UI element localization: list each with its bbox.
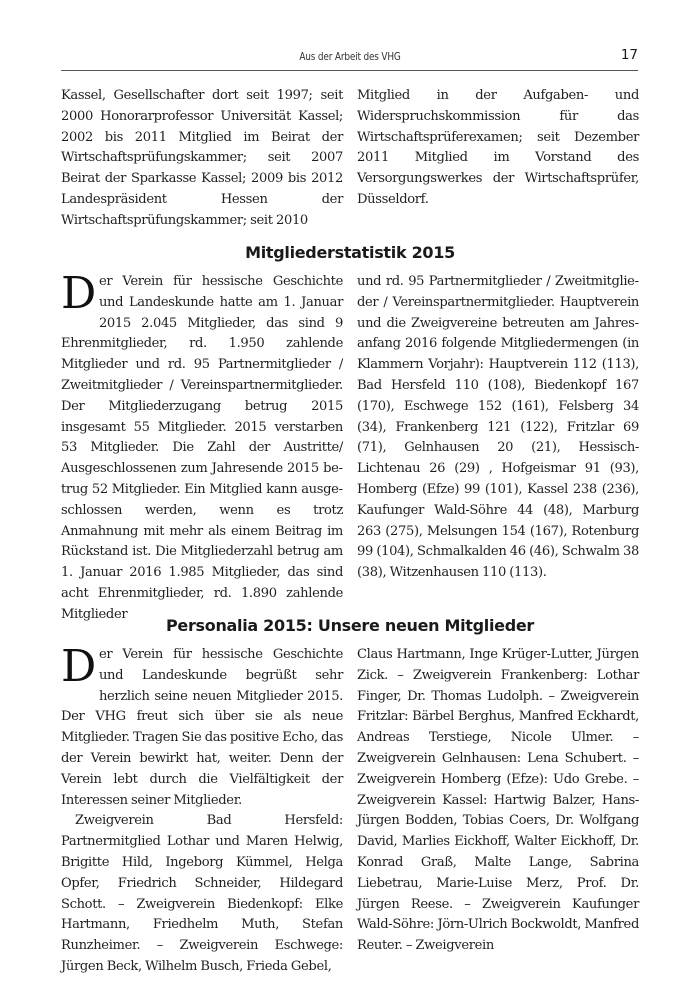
statistik-right-text: und rd. 95 Partnermitglieder / Zweitmitglieder / Vereinspartnermitglieder. Hauptverein und die Zweigvereine betreuten am Jahresanfang 2016 folgende Mitgliedermengen (in Klammern Vorjahr): Hauptverein 112 (113), Bad Hersfeld 110 (108), Biedenkopf 167 (170), Eschwege 152 (161), Felsberg 34 (34), Frankenberg 121 (122), Fritzlar 69 (71), Gelnhausen 20 (21), Hessisch-Lichtenau 26 (29) , Hofgeismar 91 (93), Homberg (Efze) 99 (101), Kassel 238 (236), Kaufunger Wald-Söhre 44 (48), Marburg 263 (275), Melsungen 154 (167), Rotenburg 99 (104), Schmalkalden 46 (46), Schwalm 38 (38), Witzenhausen 110 (113). (357, 274, 639, 581)
drop-cap: D (61, 268, 96, 319)
intro-right-column (357, 86, 639, 211)
running-title: Aus der Arbeit des VHG (299, 51, 401, 63)
intro-left-text: Kassel, Gesellschafter dort seit 1997; seit 2000 Honorarprofessor Universität Kassel; 2002 bis 2011 Mitglied im Beirat der Wirtschaftsprüfungskammer; seit 2007 Beirat der Sparkasse Kassel; 2009 bis 2012 Landespräsident Hessen der Wirtschaftsprüfungskammer; seit 2010 (61, 88, 343, 228)
drop-cap: D (61, 641, 96, 692)
statistik-right-column (357, 272, 639, 584)
personalia-left-column (61, 641, 343, 978)
statistik-left-column (61, 268, 343, 626)
statistik-left-text: er Verein für hessische Geschichte und Landeskunde hatte am 1. Januar 2015 2.045 Mitglieder, das sind 9 Ehrenmitglieder, rd. 1.950 zahlende Mitglieder und rd. 95 Partnermitglieder / Zweitmitglieder / Vereinspartnermitglieder. Der Mitgliederzugang betrug 2015 insgesamt 55 Mitglieder. 2015 verstarben 53 Mitglieder. Die Zahl der Austritte/ Ausgeschlossenen zum Jahresende 2015 betrug 52 Mitglieder. Ein Mitglied kann ausgeschlossen werden, wenn es trotz Anmahnung mit mehr als einem Beitrag im Rückstand ist. Die Mitgliederzahl betrug am 1. Januar 2016 1.985 Mitglieder, das sind acht Ehrenmitglieder, rd. 1.890 zahlende Mitglieder (61, 274, 343, 622)
section-heading-statistik: Mitgliederstatistik 2015 (245, 243, 455, 262)
personalia-members-text: Zweigverein Bad Hersfeld: Partnermitglied Lothar und Maren Helwig, Brigitte Hild, Ingeborg Kümmel, Helga Opfer, Friedrich Schneider, Hildegard Schott. – Zweigverein Biedenkopf: Elke Hartmann, Friedhelm Muth, Stefan Runzheimer. – Zweigverein Eschwege: Jürgen Beck, Wilhelm Busch, Frieda Gebel, (61, 813, 343, 974)
intro-left-column (61, 86, 343, 232)
section-heading-personalia: Personalia 2015: Unsere neuen Mitglieder (165, 616, 535, 635)
personalia-intro-text: er Verein für hessische Geschichte und Landeskunde begrüßt sehr herzlich seine neuen Mitglieder 2015. Der VHG freut sich über sie als neue Mitglieder. Tragen Sie das positive Echo, das der Verein bewirkt hat, weiter. Denn der Verein lebt durch die Vielfältigkeit der Interessen seiner Mitglieder. (61, 647, 343, 808)
header-divider (61, 70, 638, 71)
intro-right-text: Mitglied in der Aufgaben- und Widerspruchskommission für das Wirtschaftsprüferexamen; seit Dezember 2011 Mitglied im Vorstand des Versorgungswerkes der Wirtschaftsprüfer, Düsseldorf. (357, 88, 639, 207)
personalia-right-text: Claus Hartmann, Inge Krüger-Lutter, Jürgen Zick. – Zweigverein Frankenberg: Lothar Finger, Dr. Thomas Ludolph. – Zweigverein Fritzlar: Bärbel Berghus, Manfred Eckhardt, Andreas Terstiege, Nicole Ulmer. – Zweigverein Gelnhausen: Lena Schubert. – Zweigverein Homberg (Efze): Udo Grebe. – Zweigverein Kassel: Hartwig Balzer, Hans-Jürgen Bodden, Tobias Coers, Dr. Wolfgang David, Marlies Eickhoff, Walter Eickhoff, Dr. Konrad Graß, Malte Lange, Sabrina Liebetrau, Marie-Luise Merz, Prof. Dr. Jürgen Reese. – Zweigverein Kaufunger Wald-Söhre: Jörn-Ulrich Bockwoldt, Manfred Reuter. – Zweigverein (357, 647, 639, 954)
page-number: 17 (620, 47, 638, 63)
personalia-right-column (357, 645, 639, 957)
